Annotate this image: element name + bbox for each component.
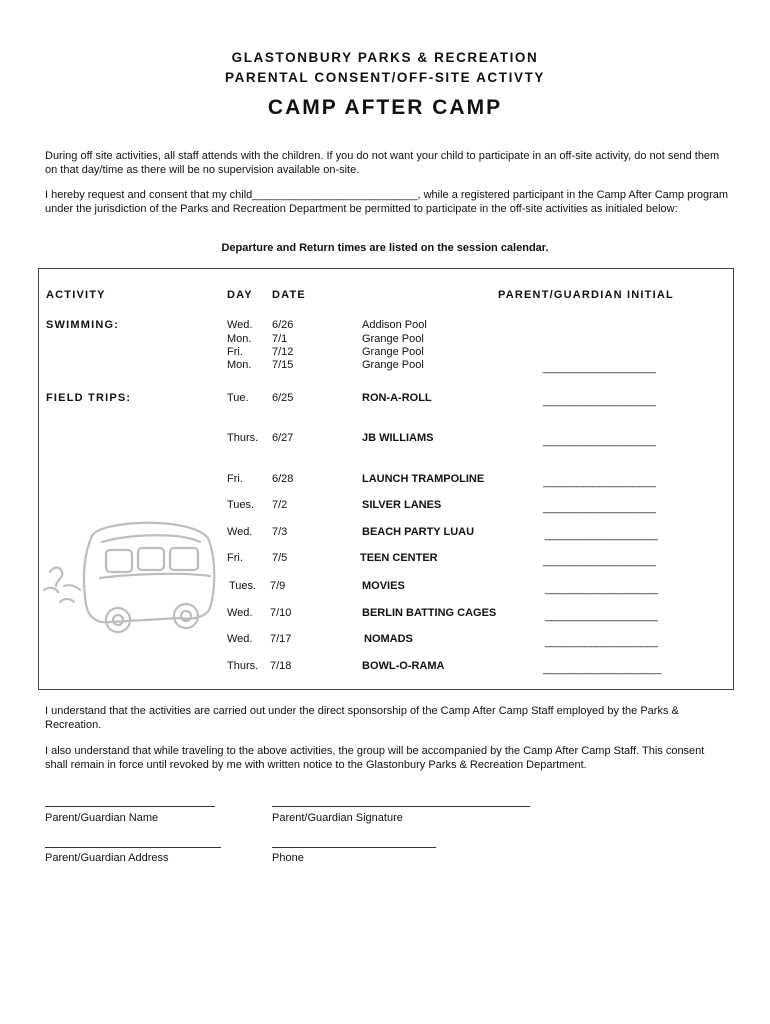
trip-initial-field[interactable]: _____________________ [543, 663, 661, 675]
signature-line[interactable] [272, 806, 530, 807]
form-subtitle: PARENTAL CONSENT/OFF-SITE ACTIVTY [224, 70, 546, 85]
trip-activity: BOWL-O-RAMA [362, 660, 445, 672]
consent-term-paragraph: I also understand that while traveling to the above activities, the group will be accompanied by the Camp After Camp Staff. This consent shall remain in force until revoked by me with written notice to the Glastonbury Parks & Recreation Department. [45, 745, 705, 771]
page-title: CAMP AFTER CAMP [267, 96, 503, 119]
trip-date: 7/9 [270, 580, 286, 592]
trip-date: 7/10 [270, 607, 292, 619]
phone-line[interactable] [272, 847, 436, 848]
trip-activity: TEEN CENTER [360, 552, 438, 564]
trip-date: 7/2 [272, 499, 288, 511]
trip-date: 6/25 [272, 392, 294, 404]
trip-initial-field[interactable]: ____________________ [543, 555, 656, 567]
swimming-label: SWIMMING: [46, 319, 120, 331]
swim-date: 7/12 [272, 346, 294, 358]
swim-place: Grange Pool [362, 359, 424, 371]
trip-activity: JB WILLIAMS [362, 432, 434, 444]
trip-activity: LAUNCH TRAMPOLINE [362, 473, 485, 485]
trip-date: 6/27 [272, 432, 294, 444]
swimming-initial-field[interactable]: ____________________ [543, 362, 656, 374]
trip-initial-field[interactable]: ____________________ [545, 610, 658, 622]
trip-initial-field[interactable]: ____________________ [543, 476, 656, 488]
trip-activity: SILVER LANES [362, 499, 442, 511]
trip-day: Wed. [227, 607, 253, 619]
trip-date: 7/5 [272, 552, 288, 564]
swim-day: Wed. [227, 319, 253, 331]
consent-paragraph: I hereby request and consent that my child___________________________, while a registered participant in the Camp After Camp program under the jurisdiction of the Parks and Recreation Department be permitted to participate in the off-site activities as initialed below: [45, 189, 729, 215]
departure-note: Departure and Return times are listed on the session calendar. [221, 242, 549, 254]
trip-initial-field[interactable]: ____________________ [543, 502, 656, 514]
swim-date: 7/1 [272, 333, 288, 345]
trip-day: Tues. [227, 499, 255, 511]
trip-initial-field[interactable]: ____________________ [545, 636, 658, 648]
parent-address-label: Parent/Guardian Address [45, 852, 169, 864]
trip-date: 7/18 [270, 660, 292, 672]
trip-day: Tue. [227, 392, 249, 404]
col-initial-header: PARENT/GUARDIAN INITIAL [498, 289, 674, 301]
trip-activity: MOVIES [362, 580, 405, 592]
trip-activity: RON-A-ROLL [362, 392, 432, 404]
trip-day: Tues. [229, 580, 257, 592]
parent-signature-label: Parent/Guardian Signature [272, 812, 403, 824]
col-activity-header: ACTIVITY [46, 289, 106, 301]
swim-place: Grange Pool [362, 346, 424, 358]
trip-initial-field[interactable]: ____________________ [543, 435, 656, 447]
field-trips-label: FIELD TRIPS: [46, 392, 132, 404]
org-name: GLASTONBURY PARKS & RECREATION [231, 50, 539, 65]
parent-name-label: Parent/Guardian Name [45, 812, 159, 824]
trip-date: 7/17 [270, 633, 292, 645]
swim-date: 6/26 [272, 319, 294, 331]
trip-day: Fri. [227, 552, 243, 564]
trip-day: Thurs. [227, 660, 259, 672]
swim-day: Fri. [227, 346, 243, 358]
swim-day: Mon. [227, 359, 252, 371]
trip-date: 7/3 [272, 526, 288, 538]
address-line[interactable] [45, 847, 221, 848]
trip-initial-field[interactable]: ____________________ [545, 583, 658, 595]
trip-initial-field[interactable]: ____________________ [543, 395, 656, 407]
trip-activity: BEACH PARTY LUAU [362, 526, 475, 538]
trip-day: Wed. [227, 633, 253, 645]
trip-day: Thurs. [227, 432, 259, 444]
col-date-header: DATE [272, 289, 306, 301]
swim-day: Mon. [227, 333, 252, 345]
swim-place: Addison Pool [362, 319, 427, 331]
swim-place: Grange Pool [362, 333, 424, 345]
intro-paragraph: During off site activities, all staff attends with the children. If you do not want your child to participate in an off-site activity, do not send them on that day/time as there will be no supervision available on-site. [45, 150, 720, 176]
trip-activity: BERLIN BATTING CAGES [362, 607, 497, 619]
school-bus-icon [40, 508, 220, 638]
sponsorship-paragraph: I understand that the activities are carried out under the direct sponsorship of the Camp After Camp Staff employed by the Parks & Recreation. [45, 705, 679, 731]
name-line[interactable] [45, 806, 215, 807]
trip-date: 6/28 [272, 473, 294, 485]
swim-date: 7/15 [272, 359, 294, 371]
col-day-header: DAY [227, 289, 253, 301]
trip-activity: NOMADS [364, 633, 413, 645]
trip-initial-field[interactable]: ____________________ [545, 529, 658, 541]
trip-day: Wed. [227, 526, 253, 538]
phone-label: Phone [272, 852, 304, 864]
trip-day: Fri. [227, 473, 243, 485]
